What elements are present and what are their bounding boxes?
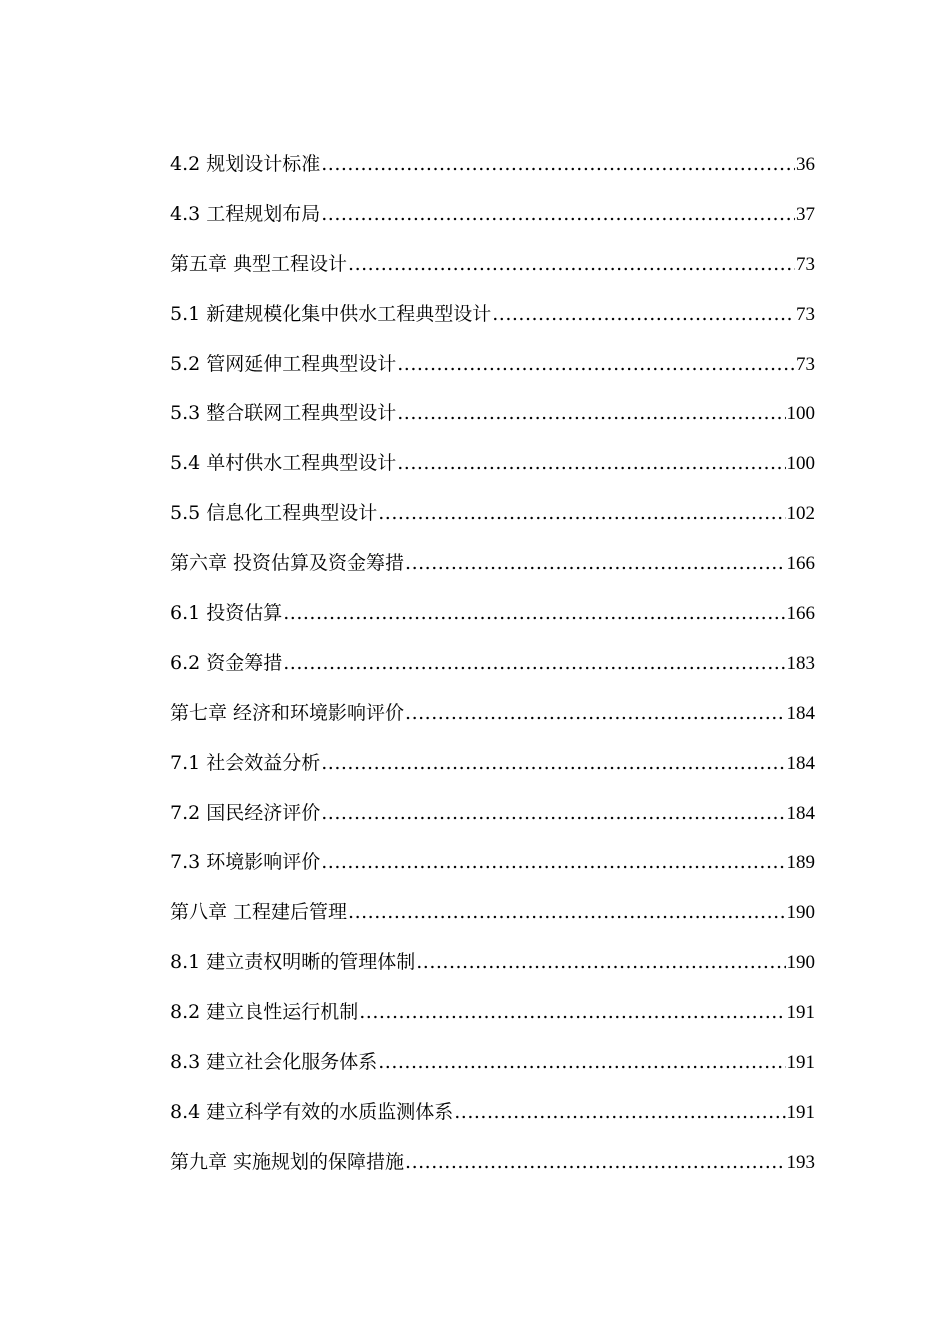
toc-entry-title: 8.1 建立责权明晰的管理体制 [170,951,416,974]
toc-entry-title: 7.3 环境影响评价 [170,851,321,874]
toc-entry-page: 102 [786,503,815,525]
toc-entry-title: 8.2 建立良性运行机制 [170,1001,359,1024]
toc-entry-page: 36 [796,154,815,175]
toc-entry-page: 184 [786,802,815,824]
toc-entry[interactable] [170,639,815,689]
toc-entry-page: 191 [786,1052,815,1074]
dot-leader [321,140,795,190]
toc-entry[interactable] [170,190,815,240]
toc-chapter-entry[interactable] [170,689,815,739]
dot-leader [397,439,785,489]
toc-entry-title: 8.3 建立社会化服务体系 [170,1051,378,1074]
toc-entry-title: 第八章 工程建后管理 [170,901,348,924]
toc-chapter-entry[interactable] [170,1138,815,1188]
toc-entry-title: 4.2 规划设计标准 [170,153,321,175]
toc-entry-title: 6.1 投资估算 [170,602,283,625]
toc-entry-title: 5.2 管网延伸工程典型设计 [170,352,397,375]
toc-entry-page: 37 [796,203,815,225]
toc-entry[interactable] [170,789,815,839]
dot-leader [348,240,795,290]
toc-entry-title: 5.1 新建规模化集中供水工程典型设计 [170,302,492,325]
toc-entry[interactable] [170,1038,815,1088]
toc-entry-page: 183 [786,652,815,674]
dot-leader [348,888,785,938]
dot-leader [321,789,785,839]
toc-entry-title: 5.5 信息化工程典型设计 [170,502,378,525]
dot-leader [397,340,795,390]
dot-leader [378,1038,785,1088]
toc-entry-title: 5.3 整合联网工程典型设计 [170,402,397,425]
toc-entry-title: 7.1 社会效益分析 [170,751,321,774]
toc-chapter-entry[interactable] [170,240,815,290]
toc-entry[interactable] [170,739,815,789]
toc-entry-title: 第五章 典型工程设计 [170,252,348,275]
toc-entry-page: 190 [786,902,815,924]
toc-entry[interactable] [170,589,815,639]
toc-entry-title: 4.3 工程规划布局 [170,202,321,225]
dot-leader [378,489,785,539]
toc-entry[interactable] [170,838,815,888]
dot-leader [405,1138,785,1188]
toc-entry[interactable] [170,439,815,489]
dot-leader [321,739,785,789]
dot-leader [492,290,795,340]
toc-entry-title: 7.2 国民经济评价 [170,801,321,824]
toc-entry[interactable] [170,140,815,190]
toc-entry-page: 73 [796,303,815,325]
toc-chapter-entry[interactable] [170,539,815,589]
toc-entry-page: 166 [786,603,815,625]
toc-entry[interactable] [170,389,815,439]
toc-entry-page: 184 [786,752,815,774]
toc-entry-page: 100 [786,453,815,475]
toc-entry-page: 191 [786,1002,815,1024]
toc-entry-page: 73 [796,353,815,375]
toc-chapter-entry[interactable] [170,888,815,938]
toc-entry[interactable] [170,938,815,988]
toc-entry-page: 193 [786,1151,815,1173]
dot-leader [397,389,785,439]
toc-entry-title: 第九章 实施规划的保障措施 [170,1150,405,1173]
toc-entry-page: 189 [786,852,815,874]
toc-entry[interactable] [170,489,815,539]
table-of-contents [170,140,815,1188]
toc-entry[interactable] [170,340,815,390]
dot-leader [454,1088,785,1138]
dot-leader [405,689,785,739]
dot-leader [321,838,785,888]
toc-entry-page: 190 [786,952,815,974]
dot-leader [359,988,785,1038]
dot-leader [283,589,785,639]
toc-entry-page: 100 [786,403,815,425]
toc-entry-title: 5.4 单村供水工程典型设计 [170,452,397,475]
toc-entry-page: 184 [786,702,815,724]
dot-leader [416,938,785,988]
dot-leader [283,639,785,689]
toc-entry[interactable] [170,1088,815,1138]
toc-entry-title: 第七章 经济和环境影响评价 [170,701,405,724]
toc-entry-page: 73 [796,253,815,275]
toc-entry[interactable] [170,988,815,1038]
toc-entry-page: 166 [786,553,815,575]
toc-entry[interactable] [170,290,815,340]
toc-entry-title: 6.2 资金筹措 [170,651,283,674]
toc-entry-title: 8.4 建立科学有效的水质监测体系 [170,1100,454,1123]
toc-entry-title: 第六章 投资估算及资金筹措 [170,552,405,575]
dot-leader [321,190,795,240]
toc-entry-page: 191 [786,1101,815,1123]
dot-leader [405,539,785,589]
